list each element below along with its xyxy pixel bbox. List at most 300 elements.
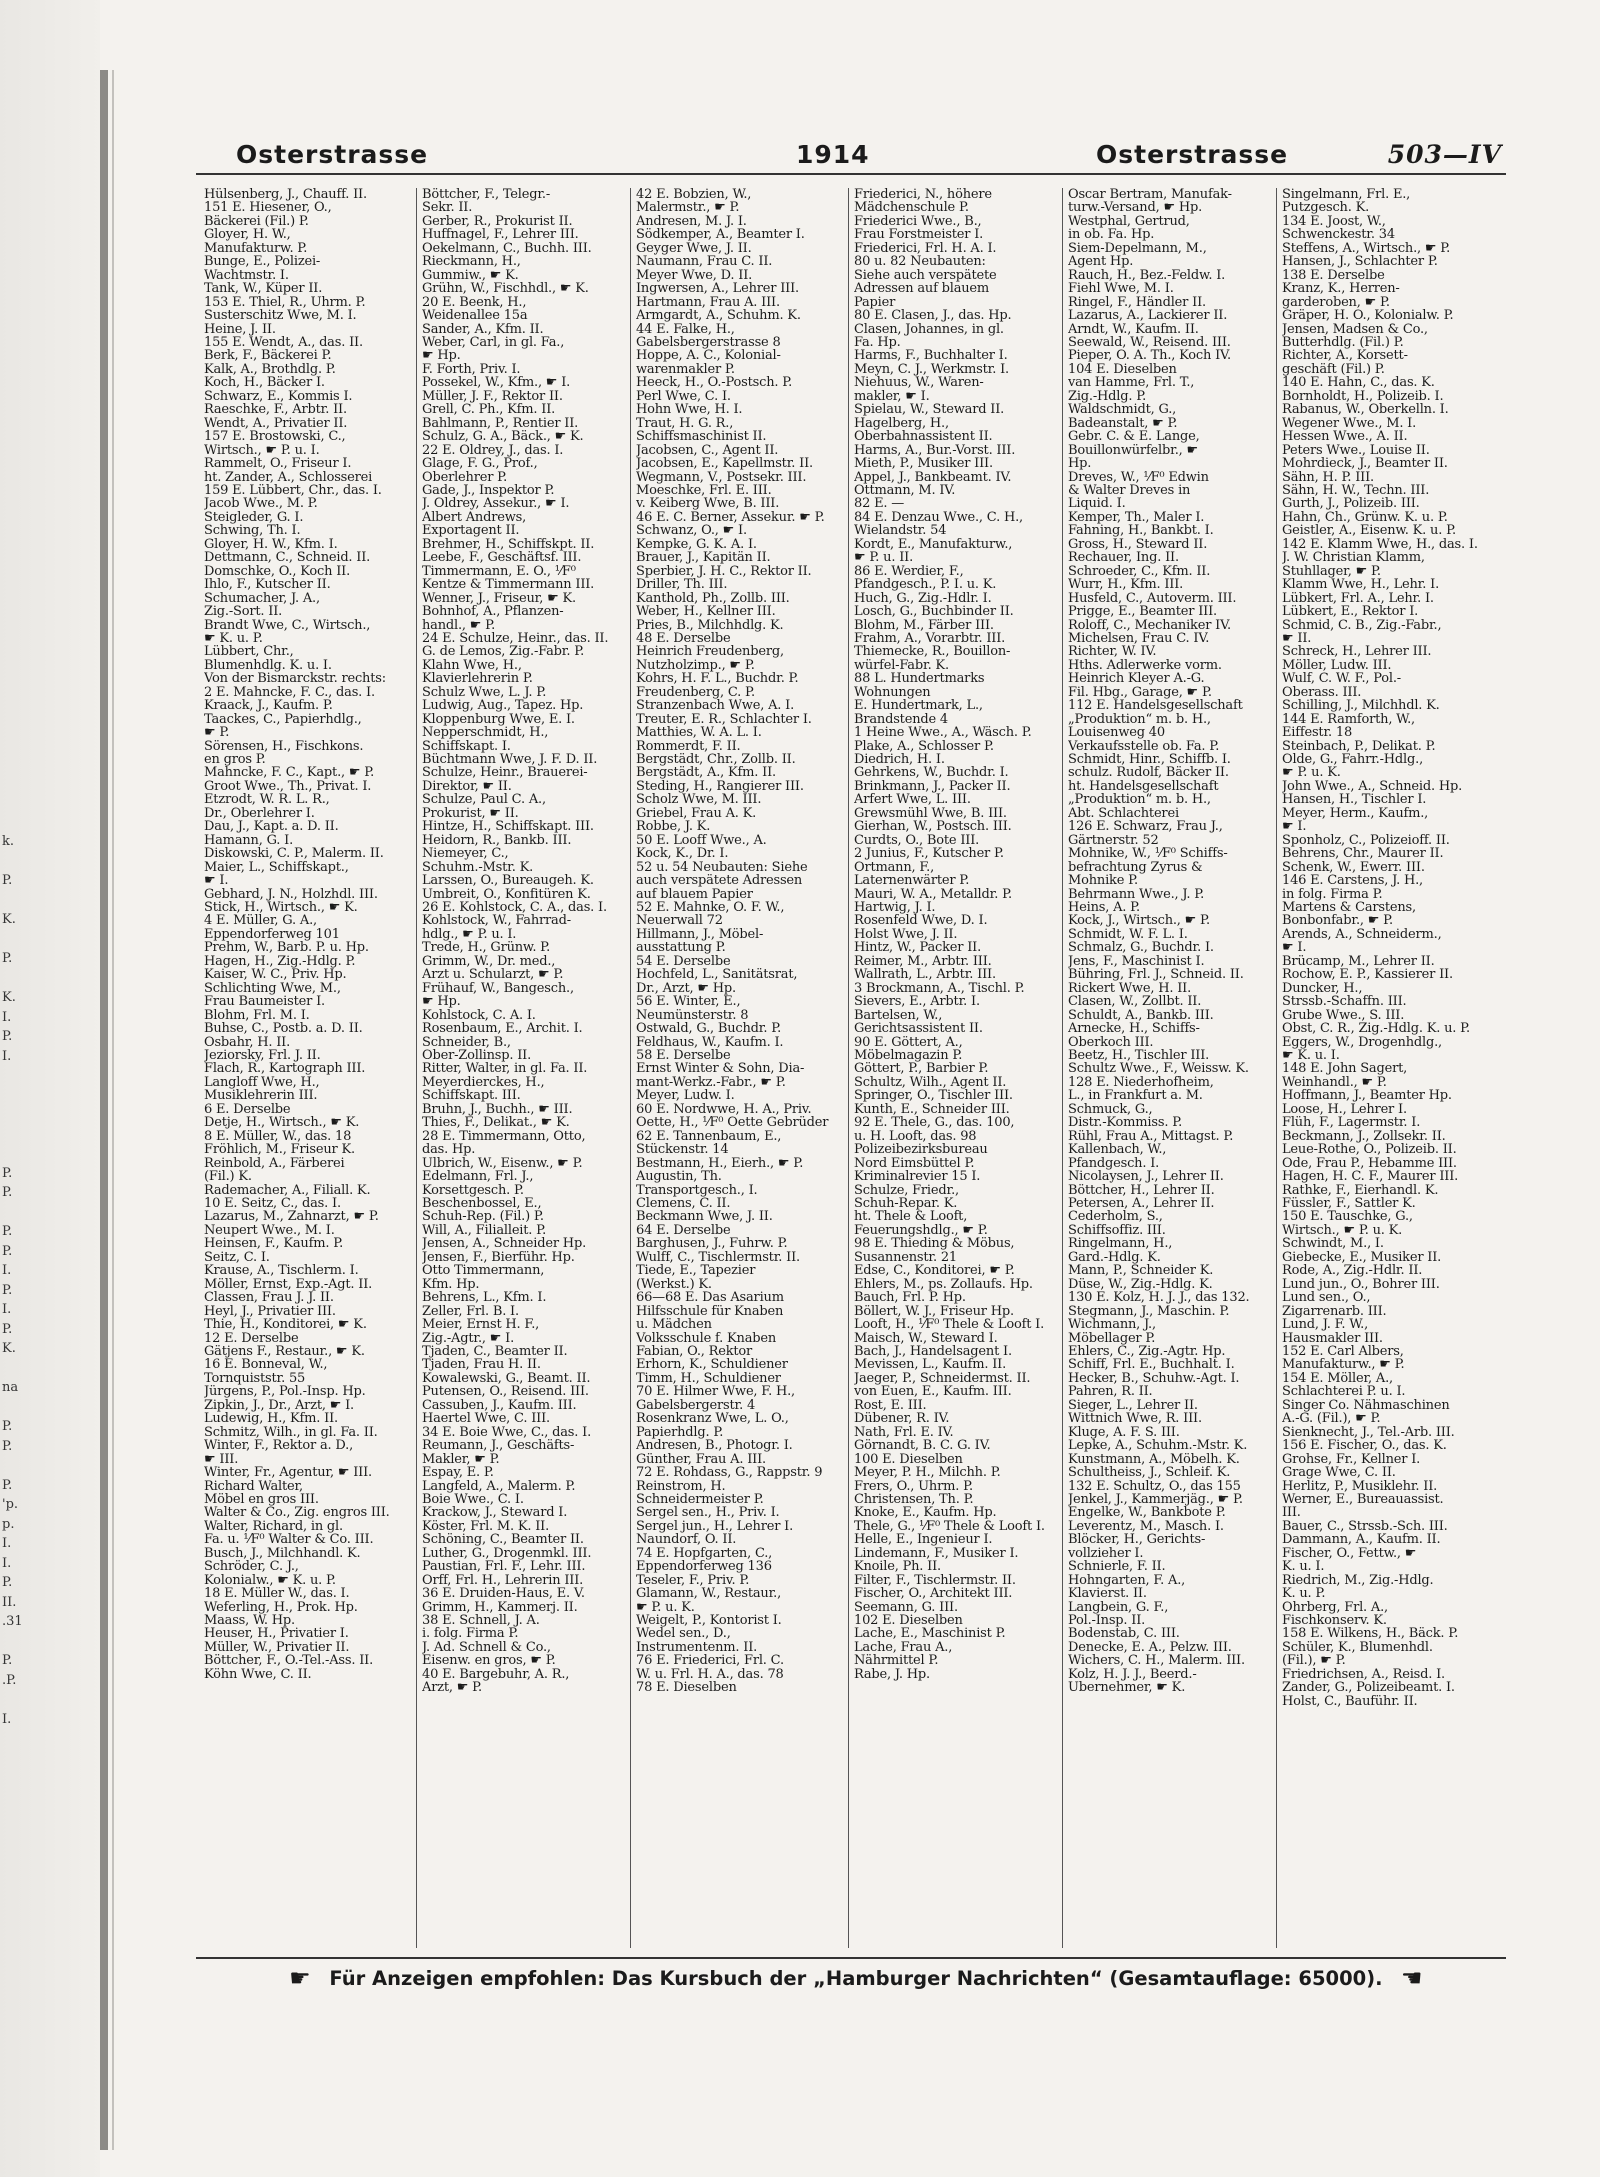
directory-entry-line: Gross, H., Steward II. <box>1068 537 1208 552</box>
directory-entry-line: Knoile, Ph. II. <box>854 1560 941 1574</box>
directory-entry-line: Wurr, H., Kfm. III. <box>1068 578 1184 592</box>
directory-entry-line: A.-G. (Fil.), ☛ P. <box>1282 1412 1381 1426</box>
directory-entry-line: Schroeder, C., Kfm. II. <box>1068 564 1211 579</box>
advertisement-footer <box>196 1964 1516 1998</box>
directory-entry-line: Malermstr., ☛ P. <box>636 201 740 215</box>
directory-entry-line: 48 E. Derselbe <box>636 631 731 646</box>
directory-entry-line: Klavierlehrerin P. <box>422 672 533 686</box>
directory-entry-line: Bestmann, H., Eierh., ☛ P. <box>636 1156 804 1171</box>
directory-entry-line: Papierhdlg. P. <box>636 1425 724 1440</box>
directory-entry-line: Ludwig, Aug., Tapez. Hp. <box>422 699 584 713</box>
directory-entry-line: Manufakturw., ☛ P. <box>1282 1358 1405 1372</box>
directory-entry-line: Tiede, E., Tapezier <box>636 1264 756 1278</box>
margin-fragment <box>2 481 24 501</box>
directory-entry-line: 22 E. Oldrey, J., das. I. <box>422 443 564 458</box>
directory-entry-line: Heyl, J., Privatier III. <box>204 1304 336 1319</box>
directory-entry-line: Zig.-Agtr., ☛ I. <box>422 1331 515 1345</box>
directory-entry-line: 152 E. Carl Albers, <box>1282 1344 1404 1359</box>
directory-entry-line: Kalk, A., Brothdlg. P. <box>204 362 336 377</box>
directory-entry-line: Cassuben, J., Kaufm. III. <box>422 1398 577 1413</box>
directory-entry-line: Bühring, Frl. J., Schneid. II. <box>1068 968 1244 982</box>
directory-entry-line: Kanthold, Ph., Zollb. III. <box>636 591 790 606</box>
directory-entry-line: Eppendorferweg 136 <box>636 1560 772 1574</box>
header-street-right: Osterstrasse <box>1096 140 1289 169</box>
directory-entry-line: Raeschke, F., Arbtr. II. <box>204 403 347 417</box>
directory-entry-line: Kloppenburg Wwe, E. I. <box>422 712 575 727</box>
directory-entry-line: Grohse, Fr., Kellner I. <box>1282 1452 1421 1467</box>
margin-fragment <box>2 228 24 248</box>
directory-entry-line: Friederici, Frl. H. A. I. <box>854 241 997 256</box>
directory-entry-line: Hilfsschule für Knaben <box>636 1304 784 1319</box>
margin-fragment <box>2 1203 24 1223</box>
directory-entry-line: Rosenfeld Wwe, D. I. <box>854 914 988 928</box>
directory-entry-line: Siem-Depelmann, M., <box>1068 241 1207 256</box>
advertisement-text: Für Anzeigen empfohlen: Das Kursbuch der „Hamburger Nachrichten“ (Gesamtauflage: 65000). <box>329 1966 1383 1990</box>
directory-entry-line: 44 E. Falke, H., <box>636 322 735 336</box>
directory-entry-line: Augustin, Th. <box>636 1170 722 1184</box>
directory-entry-line: 2 E. Mahncke, F. C., das. I. <box>204 685 375 700</box>
directory-entry-line: Langloff Wwe, H., <box>204 1075 320 1090</box>
margin-fragment <box>2 1066 24 1086</box>
directory-entry-line: Gerber, R., Prokurist II. <box>422 214 573 229</box>
directory-entry-line: 56 E. Winter, E., <box>636 995 741 1009</box>
directory-entry-line: Friederici, N., höhere <box>854 188 992 202</box>
directory-entry-line: Hths. Adlerwerke vorm. <box>1068 658 1222 673</box>
directory-entry-line: Möbellager P. <box>1068 1331 1156 1345</box>
directory-entry-line: Wallrath, L., Arbtr. III. <box>854 968 996 982</box>
directory-entry-line: W. u. Frl. H. A., das. 78 <box>636 1667 784 1682</box>
margin-fragment <box>2 1398 24 1418</box>
directory-entry-line: Winter, Fr., Agentur, ☛ III. <box>204 1466 372 1480</box>
directory-entry-line: Niemeyer, C., <box>422 847 509 861</box>
margin-fragment <box>2 579 24 599</box>
column-divider <box>416 188 417 1948</box>
directory-entry-line: Putensen, O., Reisend. III. <box>422 1385 589 1399</box>
directory-entry-line: Stick, H., Wirtsch., ☛ K. <box>204 901 358 915</box>
directory-entry-line: Sörensen, H., Fischkons. <box>204 739 364 754</box>
directory-entry-line: Helle, E., Ingenieur I. <box>854 1533 993 1547</box>
margin-fragment: II. <box>2 1594 17 1610</box>
directory-entry-line: Müller, J. F., Rektor II. <box>422 389 563 404</box>
directory-entry-line: Eisenw. en gros, ☛ P. <box>422 1654 556 1668</box>
directory-entry-line: Gärtnerstr. 52 <box>1068 833 1159 848</box>
previous-page-margin-text <box>2 130 24 1729</box>
directory-entry-line: Günther, Frau A. III. <box>636 1452 766 1467</box>
directory-entry-line: Stegmann, J., Maschin. P. <box>1068 1304 1230 1319</box>
margin-fragment <box>2 130 24 150</box>
directory-entry-line: Gebhard, J. N., Holzhdl. III. <box>204 887 378 902</box>
directory-entry-line: Von der Bismarckstr. rechts: <box>204 672 386 686</box>
directory-entry-line: Verkaufsstelle ob. Fa. P. <box>1068 739 1220 754</box>
directory-entry-line: Michelsen, Frau C. IV. <box>1068 631 1210 646</box>
directory-entry-line: Jensen, A., Schneider Hp. <box>422 1237 587 1251</box>
directory-entry-line: Pieper, O. A. Th., Koch IV. <box>1068 349 1231 363</box>
directory-entry-line: 52 u. 54 Neubauten: Siehe <box>636 860 808 875</box>
directory-entry-line: Böllert, W. J., Friseur Hp. <box>854 1304 1014 1319</box>
column-divider <box>630 188 631 1948</box>
directory-entry-line: Kock, K., Dr. I. <box>636 847 729 861</box>
directory-entry-line: makler, ☛ I. <box>854 389 930 404</box>
directory-entry-line: Kraack, J., Kaufm. P. <box>204 699 333 713</box>
directory-entry-line: Moeschke, Frl. E. III. <box>636 483 772 498</box>
directory-entry-line: Klamm Wwe, H., Lehr. I. <box>1282 578 1440 592</box>
directory-entry-line: auf blauem Papier <box>636 887 753 902</box>
directory-entry-line: Hohn Wwe, H. I. <box>636 403 743 417</box>
directory-entry-line: Rieckmann, H., <box>422 255 521 269</box>
directory-entry-line: Jensen, F., Bierführ. Hp. <box>422 1250 575 1265</box>
margin-fragment <box>2 969 24 989</box>
directory-entry-line: Friedrichsen, A., Reisd. I. <box>1282 1667 1445 1682</box>
margin-fragment <box>2 501 24 521</box>
directory-entry-line: Gurth, J., Polizeib. III. <box>1282 497 1420 511</box>
directory-entry-line: Bohnhof, A., Pflanzen- <box>422 605 564 619</box>
footer-rule <box>196 1957 1506 1959</box>
directory-entry-line: Nutzholzimp., ☛ P. <box>636 658 755 673</box>
margin-fragment: P. <box>2 1438 13 1454</box>
directory-entry-line: Schmitz, Wilh., in gl. Fa. II. <box>204 1425 378 1440</box>
directory-entry-line: Spielau, W., Steward II. <box>854 403 1005 417</box>
directory-entry-line: Müller, W., Privatier II. <box>204 1640 350 1655</box>
directory-entry-line: ☛ III. <box>204 1452 239 1467</box>
directory-entry-line: Schiff, Frl. E., Buchhalt. I. <box>1068 1358 1235 1372</box>
directory-entry-line: Mohnike, W., ⅟F⁰ Schiffs- <box>1068 847 1228 861</box>
directory-entry-line: Oette, H., ⅟F⁰ Oette Gebrüder <box>636 1116 829 1130</box>
directory-column-5 <box>1068 188 1278 1948</box>
directory-entry-line: 64 E. Derselbe <box>636 1223 731 1238</box>
directory-entry-line: Lache, Frau A., <box>854 1640 953 1655</box>
directory-entry-line: 156 E. Fischer, O., das. K. <box>1282 1439 1447 1453</box>
directory-entry-line: 92 E. Thele, G., das. 100, <box>854 1116 1015 1130</box>
directory-entry-line: Schmid, C. B., Zig.-Fabr., <box>1282 618 1442 632</box>
margin-fragment: P. <box>2 951 13 966</box>
directory-entry-line: Pfandgesch., P. I. u. K. <box>854 578 997 592</box>
directory-column-2 <box>422 188 632 1948</box>
directory-entry-line: Butterhdlg. (Fil.) P. <box>1282 335 1404 350</box>
pointing-hand-icon: ☛ <box>289 1964 311 1992</box>
directory-entry-line: Kfm. Hp. <box>422 1277 480 1292</box>
directory-entry-line: 153 E. Thiel, R., Uhrm. P. <box>204 295 366 310</box>
directory-entry-line: ☛ P. u. K. <box>1282 766 1341 780</box>
directory-entry-line: Osbahr, H. II. <box>204 1035 291 1049</box>
directory-entry-line: Reimer, M., Arbtr. III. <box>854 954 992 969</box>
directory-entry-line: Fiehl Wwe, M. I. <box>1068 282 1174 296</box>
margin-fragment <box>2 598 24 618</box>
directory-entry-line: Gloyer, H. W., <box>204 228 291 242</box>
directory-entry-line: Maisch, W., Steward I. <box>854 1331 998 1345</box>
directory-entry-line: K. u. I. <box>1282 1560 1325 1574</box>
directory-entry-line: Rechauer, Ing. II. <box>1068 551 1179 565</box>
directory-entry-line: Möller, Ernst, Exp.-Agt. II. <box>204 1277 373 1292</box>
directory-entry-line: hdlg., ☛ P. u. I. <box>422 927 517 942</box>
directory-entry-line: Jacobsen, C., Agent II. <box>636 443 779 458</box>
directory-entry-line: Singer Co. Nähmaschinen <box>1282 1398 1450 1413</box>
directory-entry-line: Espay, E. P. <box>422 1466 494 1480</box>
directory-entry-line: Holst Wwe, J. II. <box>854 927 958 942</box>
directory-entry-line: J. W. Christian Klamm, <box>1282 551 1425 565</box>
directory-entry-line: 157 E. Brostowski, C., <box>204 430 346 444</box>
directory-entry-line: Rosenbaum, E., Archit. I. <box>422 1022 583 1036</box>
directory-entry-line: Groot Wwe., Th., Privat. I. <box>204 779 372 794</box>
directory-entry-line: Wenner, J., Friseur, ☛ K. <box>422 591 576 606</box>
directory-entry-line: Mohrdieck, J., Beamter II. <box>1282 457 1448 471</box>
directory-entry-line: Sieger, L., Lehrer II. <box>1068 1398 1198 1413</box>
directory-entry-line: 86 E. Werdier, F., <box>854 564 964 579</box>
directory-entry-line: 12 E. Derselbe <box>204 1331 299 1345</box>
directory-entry-line: J. Ad. Schnell & Co., <box>422 1640 551 1655</box>
directory-entry-line: Schneider, B., <box>422 1035 511 1049</box>
directory-entry-line: Ernst Winter & Sohn, Dia- <box>636 1062 805 1076</box>
margin-fragment: I. <box>2 1048 12 1064</box>
directory-entry-line: 154 E. Möller, A., <box>1282 1371 1393 1386</box>
directory-entry-line: Schröder, C. J., <box>204 1560 299 1574</box>
directory-entry-line: Brehmer, H., Schiffskpt. II. <box>422 537 595 552</box>
directory-entry-line: Kowalewski, G., Beamt. II. <box>422 1371 591 1386</box>
directory-entry-line: Erhorn, K., Schuldiener <box>636 1358 788 1372</box>
directory-entry-line: Thiemecke, R., Bouillon- <box>854 645 1011 659</box>
directory-entry-line: Mädchenschule P. <box>854 201 969 215</box>
directory-entry-line: Polizeibezirksbureau <box>854 1143 988 1157</box>
directory-entry-line: Sergel sen., H., Priv. I. <box>636 1506 780 1520</box>
directory-entry-line: Gräper, H. O., Kolonialw. P. <box>1282 309 1454 323</box>
directory-entry-line: i. folg. Firma P. <box>422 1627 519 1641</box>
directory-entry-line: Gard.-Hdlg. K. <box>1068 1250 1161 1265</box>
directory-entry-line: Eggers, W., Drogenhdlg., <box>1282 1035 1442 1049</box>
margin-fragment <box>2 930 24 950</box>
directory-entry-line: ☛ P. <box>204 726 230 740</box>
directory-entry-line: Hülsenberg, J., Chauff. II. <box>204 188 367 202</box>
directory-entry-line: 52 E. Mahnke, O. F. W., <box>636 901 785 915</box>
directory-entry-line: Schnierle, F. II. <box>1068 1560 1166 1574</box>
directory-entry-line: Brauer, J., Kapitän II. <box>636 551 771 565</box>
directory-entry-line: Gätjens F., Restaur., ☛ K. <box>204 1344 365 1359</box>
directory-entry-line: Behrens, L., Kfm. I. <box>422 1291 547 1305</box>
directory-entry-line: 24 E. Schulze, Heinr., das. II. <box>422 631 609 646</box>
margin-fragment: P. <box>2 1653 13 1668</box>
directory-entry-line: Hohngarten, F. A., <box>1068 1573 1186 1588</box>
directory-entry-line: Gummiw., ☛ K. <box>422 268 519 283</box>
directory-entry-line: Taackes, C., Papierhdlg., <box>204 712 362 727</box>
margin-fragment <box>2 540 24 560</box>
directory-entry-line: Engelke, W., Bankbote P. <box>1068 1506 1226 1520</box>
directory-entry-line: Herlitz, P., Musiklehr. II. <box>1282 1479 1438 1493</box>
directory-entry-line: Öhrberg, Frl. A., <box>1282 1600 1388 1615</box>
directory-entry-line: Schiffsmaschinist II. <box>636 430 767 444</box>
directory-entry-line: Görnandt, B. C. G. IV. <box>854 1439 991 1453</box>
directory-entry-line: Hahn, Ch., Grünw. K. u. P. <box>1282 510 1448 525</box>
directory-entry-line: Neupert Wwe., M. I. <box>204 1223 335 1238</box>
directory-entry-line: Manufakturw. P. <box>204 241 308 256</box>
margin-fragment <box>2 1632 24 1652</box>
directory-entry-line: Mahncke, F. C., Kapt., ☛ P. <box>204 766 375 780</box>
directory-entry-line: 151 E. Hiesener, O., <box>204 201 332 215</box>
directory-entry-line: Makler, ☛ P. <box>422 1452 500 1467</box>
margin-fragment <box>2 286 24 306</box>
directory-entry-line: Jeziorsky, Frl. J. II. <box>204 1049 321 1063</box>
directory-entry-line: Blöcker, H., Gerichts- <box>1068 1533 1206 1547</box>
directory-entry-line: Holst, C., Bauführ. II. <box>1282 1694 1418 1709</box>
directory-entry-line: Ludewig, H., Kfm. II. <box>204 1412 338 1426</box>
directory-entry-line: Arfert Wwe, L. III. <box>854 793 971 807</box>
directory-entry-line: Bach, J., Handelsagent I. <box>854 1344 1012 1359</box>
directory-entry-line: Gabelsbergerstrasse 8 <box>636 335 781 350</box>
directory-entry-line: Barghusen, J., Fuhrw. P. <box>636 1237 788 1251</box>
directory-entry-line: Bouillonwürfelbr., ☛ <box>1068 443 1198 458</box>
directory-entry-line: Edse, C., Konditorei, ☛ P. <box>854 1264 1015 1278</box>
header-street-left: Osterstrasse <box>236 140 429 169</box>
page-gutter-line <box>112 70 114 2150</box>
directory-entry-line: Weigelt, P., Kontorist I. <box>636 1614 782 1628</box>
pointing-hand-icon: ☛ <box>1401 1964 1423 1992</box>
directory-entry-line: Schumacher, J. A., <box>204 591 320 606</box>
directory-column-6 <box>1282 188 1492 1948</box>
directory-entry-line: Schüler, K., Blumenhdl. <box>1282 1640 1433 1655</box>
margin-fragment: p. <box>2 1516 15 1532</box>
directory-entry-line: & Walter Dreves in <box>1068 483 1191 498</box>
directory-entry-line: 76 E. Friederici, Frl. C. <box>636 1654 784 1668</box>
directory-entry-line: Timm, H., Schuldiener <box>636 1371 781 1386</box>
directory-entry-line: ht. Thele & Looft, <box>854 1210 968 1224</box>
directory-entry-line: Frers, O., Uhrm. P. <box>854 1479 973 1493</box>
directory-entry-line: Rademacher, A., Filiall. K. <box>204 1183 371 1197</box>
margin-fragment: 'p. <box>2 1497 19 1512</box>
directory-entry-line: Volksschule f. Knaben <box>636 1331 777 1345</box>
directory-entry-line: Lazarus, A., Lackierer II. <box>1068 309 1228 323</box>
directory-entry-line: 38 E. Schnell, J. A. <box>422 1614 540 1628</box>
margin-fragment <box>2 150 24 170</box>
directory-entry-line: Langfeld, A., Malerm. P. <box>422 1479 576 1493</box>
directory-entry-line: Schuldt, A., Bankb. III. <box>1068 1008 1214 1023</box>
margin-fragment: P. <box>2 1029 13 1044</box>
directory-entry-line: Düse, W., Zig.-Hdlg. K. <box>1068 1277 1213 1292</box>
directory-entry-line: Perl Wwe, C. I. <box>636 389 731 404</box>
directory-entry-line: Sähn, H. P. III. <box>1282 470 1374 484</box>
directory-entry-line: Gloyer, H. W., Kfm. I. <box>204 537 338 552</box>
directory-entry-line: Walter & Co., Zig. engros III. <box>204 1506 390 1520</box>
directory-entry-line: 144 E. Ramforth, W., <box>1282 712 1415 727</box>
directory-entry-line: Frau Baumeister I. <box>204 995 325 1009</box>
directory-entry-line: Jaeger, P., Schneidermst. II. <box>854 1371 1031 1386</box>
directory-entry-line: Meyerdierckes, H., <box>422 1075 545 1090</box>
directory-entry-line: 128 E. Niederhofheim, <box>1068 1075 1214 1090</box>
directory-entry-line: 2 Junius, F., Kutscher P. <box>854 847 1004 861</box>
directory-entry-line: Kock, J., Wirtsch., ☛ P. <box>1068 914 1210 928</box>
directory-entry-line: Transportgesch., I. <box>636 1183 758 1197</box>
directory-entry-line: Strssb.-Schaffn. III. <box>1282 995 1407 1009</box>
directory-entry-line: Zigarrenarb. III. <box>1282 1304 1387 1319</box>
directory-entry-line: Heins, A. P. <box>1068 901 1140 915</box>
directory-entry-line: Richter, W. IV. <box>1068 645 1157 659</box>
directory-entry-line: Glage, F. G., Prof., <box>422 457 538 471</box>
directory-entry-line: Thele, G., ⅟F⁰ Thele & Looft I. <box>854 1519 1045 1534</box>
directory-entry-line: Böttcher, F., O.-Tel.-Ass. II. <box>204 1654 374 1668</box>
directory-entry-line: 138 E. Derselbe <box>1282 268 1385 283</box>
directory-entry-line: Hecker, B., Schuhw.-Agt. I. <box>1068 1371 1240 1386</box>
margin-fragment <box>2 852 24 872</box>
directory-entry-line: Prokurist, ☛ II. <box>422 806 519 821</box>
directory-entry-line: Stuhllager, ☛ P. <box>1282 564 1381 579</box>
directory-entry-line: Kolonialw., ☛ K. u. P. <box>204 1573 336 1588</box>
directory-entry-line: Neuerwall 72 <box>636 914 723 928</box>
directory-entry-line: Rode, A., Zig.-Hdlr. II. <box>1282 1264 1423 1278</box>
directory-entry-line: Schulz Wwe, L. J. P. <box>422 685 547 700</box>
directory-entry-line: Bauch, Frl. P. Hp. <box>854 1291 966 1305</box>
page-header <box>196 140 1516 174</box>
directory-entry-line: 134 E. Joost, W., <box>1282 214 1386 229</box>
directory-entry-line: Möbel en gros III. <box>204 1492 319 1507</box>
margin-fragment <box>2 423 24 443</box>
directory-entry-line: Thie, H., Konditorei, ☛ K. <box>204 1318 367 1332</box>
directory-entry-line: 54 E. Derselbe <box>636 954 731 969</box>
directory-entry-line: Pahren, R. II. <box>1068 1385 1153 1399</box>
directory-entry-line: Lund jun., O., Bohrer III. <box>1282 1277 1440 1292</box>
directory-entry-line: Schultheiss, J., Schleif. K. <box>1068 1466 1231 1480</box>
margin-fragment <box>2 696 24 716</box>
margin-fragment: K. <box>2 912 16 927</box>
directory-entry-line: Grimm, W., Dr. med., <box>422 954 556 969</box>
directory-entry-line: Gebr. C. & E. Lange, <box>1068 430 1200 444</box>
directory-entry-line: Heidorn, R., Bankb. III. <box>422 833 572 848</box>
directory-entry-line: Rickert Wwe, H. II. <box>1068 981 1192 996</box>
directory-entry-line: Köster, Frl. M. K. II. <box>422 1519 550 1534</box>
margin-fragment <box>2 559 24 579</box>
directory-entry-line: Orff, Frl. H., Lehrerin III. <box>422 1573 584 1588</box>
directory-entry-line: Adressen auf blauem <box>854 282 990 296</box>
directory-entry-line: Pol.-Insp. II. <box>1068 1614 1146 1628</box>
directory-entry-line: E. Hundertmark, L., <box>854 699 983 713</box>
margin-fragment <box>2 715 24 735</box>
margin-fragment: k. <box>2 834 15 849</box>
directory-entry-line: Hamann, G. I. <box>204 833 294 848</box>
directory-entry-line: auch verspätete Adressen <box>636 874 803 888</box>
directory-entry-line: Seewald, W., Reisend. III. <box>1068 335 1231 350</box>
directory-entry-line: Hillmann, J., Möbel- <box>636 927 764 942</box>
directory-entry-line: Arnecke, H., Schiffs- <box>1068 1022 1200 1036</box>
directory-entry-line: Rammelt, O., Friseur I. <box>204 457 352 471</box>
directory-entry-line: 146 E. Carstens, J. H., <box>1282 874 1423 888</box>
directory-entry-line: 20 E. Beenk, H., <box>422 295 527 310</box>
margin-fragment: K. <box>2 990 16 1005</box>
directory-entry-line: ☛ K. u. I. <box>1282 1049 1340 1063</box>
directory-entry-line: Rabanus, W., Oberkelln. I. <box>1282 403 1449 417</box>
directory-entry-line: Schwarz, E., Kommis I. <box>204 389 353 404</box>
directory-entry-line: Peters Wwe., Louise II. <box>1282 443 1430 458</box>
directory-entry-line: Jensen, Madsen & Co., <box>1282 322 1428 336</box>
directory-entry-line: 66—68 E. Das Asarium <box>636 1291 784 1305</box>
directory-entry-line: Ringel, F., Händler II. <box>1068 295 1206 310</box>
directory-entry-line: Susterschitz Wwe, M. I. <box>204 309 357 323</box>
directory-entry-line: Winter, F., Rektor a. D., <box>204 1439 354 1453</box>
directory-entry-line: 100 E. Dieselben <box>854 1452 963 1467</box>
margin-fragment <box>2 384 24 404</box>
directory-entry-line: Abt. Schlachterei <box>1068 806 1179 821</box>
directory-entry-line: Nepperschmidt, H., <box>422 726 549 740</box>
directory-entry-line: Blumenhdlg. K. u. I. <box>204 658 332 673</box>
directory-entry-line: Classen, Frau J. J. II. <box>204 1291 334 1305</box>
margin-fragment: P. <box>2 1477 13 1493</box>
directory-entry-line: Walter, Richard, in gl. <box>204 1519 343 1534</box>
margin-fragment <box>2 403 24 423</box>
directory-entry-line: Feldhaus, W., Kaufm. I. <box>636 1035 784 1049</box>
directory-entry-line: Domschke, O., Koch II. <box>204 564 351 579</box>
directory-entry-line: Kentze & Timmermann III. <box>422 578 595 592</box>
directory-entry-line: Kranz, K., Herren- <box>1282 282 1400 296</box>
directory-entry-line: Heinrich Kleyer A.-G. <box>1068 672 1205 686</box>
directory-entry-line: Oscar Bertram, Manufak- <box>1068 188 1232 202</box>
directory-entry-line: Schwing, Th. I. <box>204 524 301 538</box>
directory-entry-line: Wohnungen <box>854 685 931 700</box>
directory-entry-line: Nath, Frl. E. IV. <box>854 1425 954 1440</box>
directory-entry-line: III. <box>1282 1506 1301 1520</box>
